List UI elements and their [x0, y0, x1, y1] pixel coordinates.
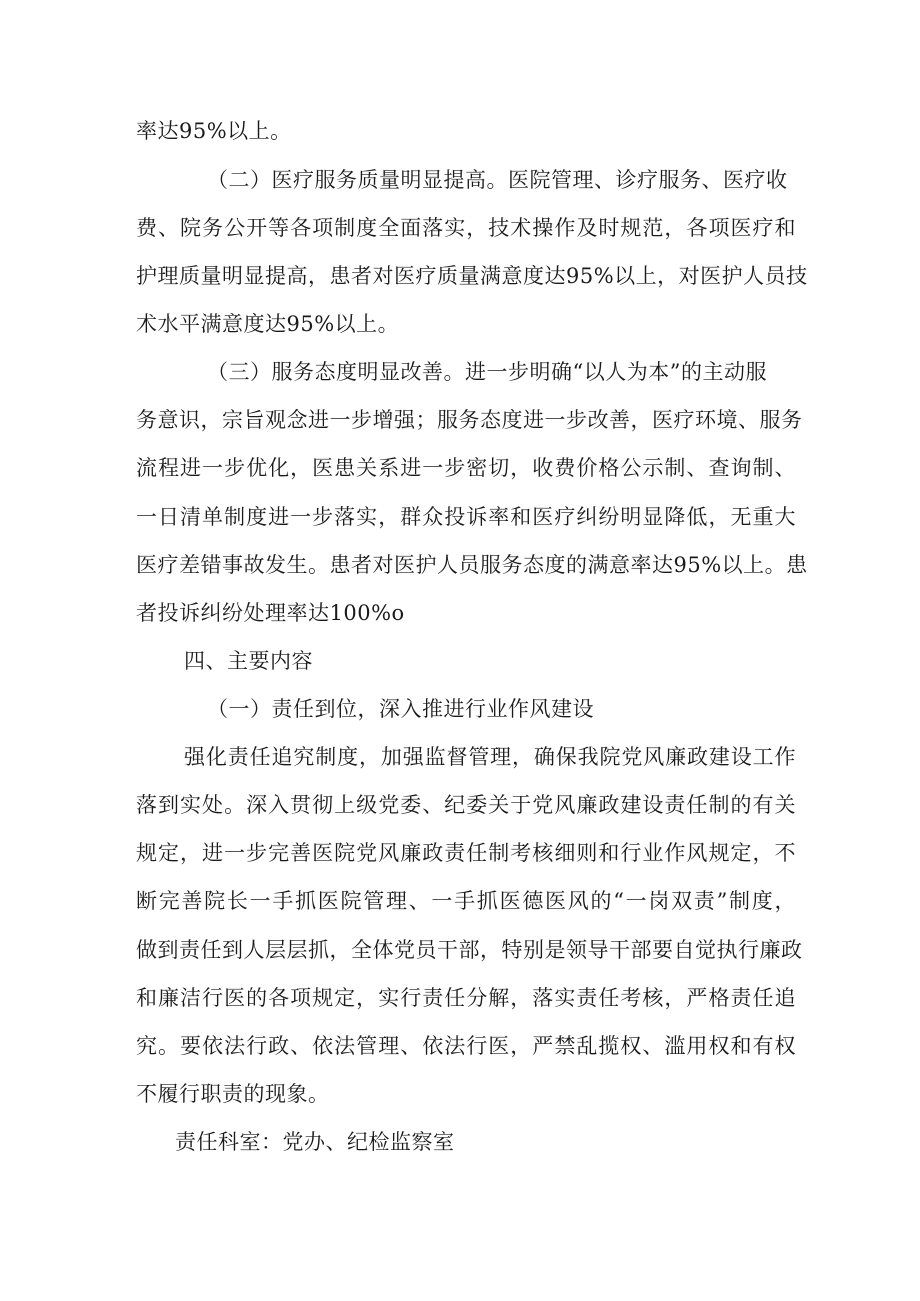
text-line: 者投诉纠纷处理率达100%o: [136, 601, 405, 625]
text-line: 究。要依法行政、依法管理、依法行医，严禁乱揽权、滥用权和有权: [136, 1034, 796, 1058]
subsection-heading: （一）责任到位，深入推进行业作风建设: [207, 697, 594, 721]
section-heading-2: （二）医疗服务质量明显提高。医院管理、诊疗服务、医疗收: [207, 168, 788, 192]
text-line: 规定，进一步完善医院党风廉政责任制考核细则和行业作风规定，不: [136, 841, 796, 865]
text-line: 流程进一步优化，医患关系进一步密切，收费价格公示制、查询制、: [136, 456, 796, 480]
text-line: 费、院务公开等各项制度全面落实，技术操作及时规范，各项医疗和: [136, 216, 796, 240]
section-heading-3: （三）服务态度明显改善。进一步明确“以人为本”的主动服: [207, 360, 767, 384]
text-line: 务意识，宗旨观念进一步增强；服务态度进一步改善，医疗环境、服务: [136, 408, 803, 432]
text-line: 断完善院长一手抓医院管理、一手抓医德医风的“一岗双责”制度，: [136, 889, 796, 913]
chapter-heading: 四、主要内容: [184, 649, 313, 673]
text-line: 一日清单制度进一步落实，群众投诉率和医疗纠纷明显降低，无重大: [136, 505, 796, 529]
text-line: 强化责任追究制度，加强监督管理，确保我院党风廉政建设工作: [184, 745, 796, 769]
text-line: 做到责任到人层层抓，全体党员干部，特别是领导干部要自觉执行廉政: [136, 938, 803, 962]
text-line: 和廉洁行医的各项规定，实行责任分解，落实责任考核，严格责任追: [136, 986, 796, 1010]
responsible-department: 责任科室：党办、纪检监察室: [175, 1130, 455, 1154]
text-line: 率达95%以上。: [136, 119, 292, 143]
text-line: 护理质量明显提高，患者对医疗质量满意度达95%以上，对医护人员技: [136, 264, 808, 288]
text-line: 医疗差错事故发生。患者对医护人员服务态度的满意率达95%以上。患: [136, 553, 808, 577]
text-line: 不履行职责的现象。: [136, 1082, 330, 1106]
text-line: 落到实处。深入贯彻上级党委、纪委关于党风廉政建设责任制的有关: [136, 793, 796, 817]
text-line: 术水平满意度达95%以上。: [136, 312, 400, 336]
